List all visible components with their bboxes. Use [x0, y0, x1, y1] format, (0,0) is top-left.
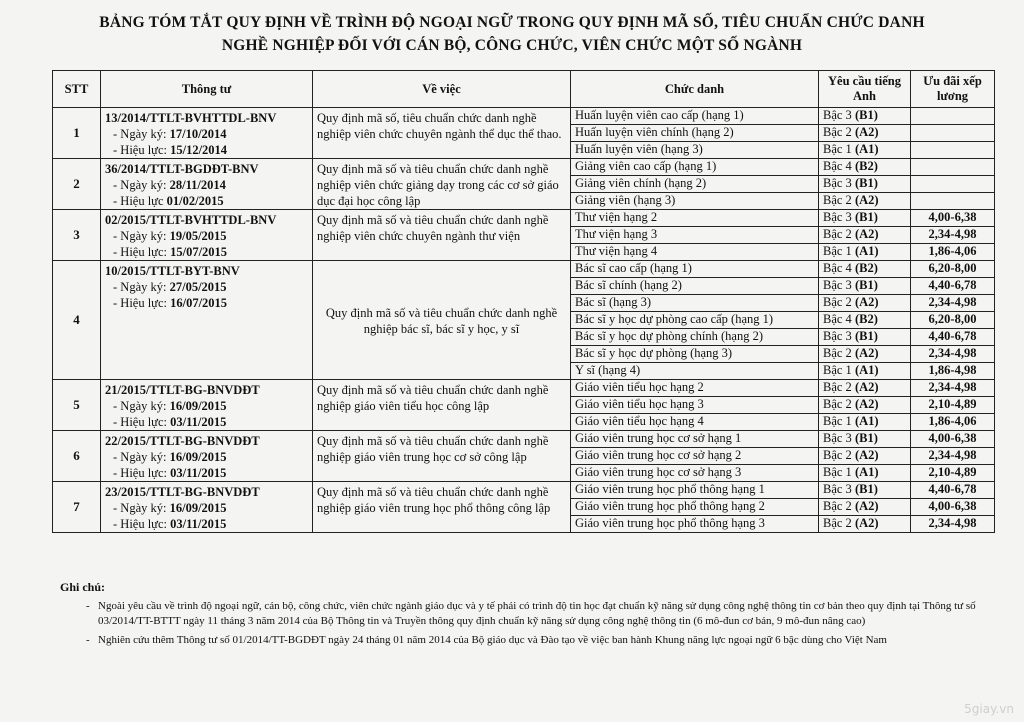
salary-range: 4,40-6,78 — [911, 329, 995, 346]
effective-value: 16/07/2015 — [170, 296, 228, 310]
effective-date — [105, 414, 308, 430]
cefr-level: (B1) — [854, 176, 878, 191]
effective-value: 15/12/2014 — [170, 143, 228, 157]
document-title-line-1: BẢNG TÓM TẮT QUY ĐỊNH VỀ TRÌNH ĐỘ NGOẠI NGỮ TRONG QUY ĐỊNH MÃ SỐ, TIÊU CHUẨN CHỨC DANH — [99, 14, 925, 31]
cefr-level: (B2) — [854, 159, 878, 174]
salary-range: 1,86-4,06 — [911, 414, 995, 431]
circular-cell — [101, 431, 313, 482]
topic-cell: Quy định mã số và tiêu chuẩn chức danh nghề nghiệp viên chức chuyên ngành thư viện — [313, 210, 571, 261]
salary-range — [911, 108, 995, 125]
english-level — [819, 142, 911, 159]
signed-date — [105, 177, 308, 193]
salary-range: 2,10-4,89 — [911, 397, 995, 414]
english-level-label: Bậc 1 — [823, 465, 852, 480]
english-level-label: Bậc 3 — [823, 176, 852, 191]
circular-code: 02/2015/TTLT-BVHTTDL-BNV — [105, 213, 277, 227]
position-title: Giáo viên trung học phổ thông hạng 3 — [571, 516, 819, 533]
signed-label: - Ngày ký: — [113, 229, 167, 243]
salary-range: 4,40-6,78 — [911, 278, 995, 295]
english-level — [819, 499, 911, 516]
position-title: Giáo viên trung học phổ thông hạng 1 — [571, 482, 819, 499]
position-title: Giáo viên tiểu học hạng 4 — [571, 414, 819, 431]
row-number: 2 — [53, 159, 101, 210]
cefr-level: (B1) — [854, 482, 878, 497]
signed-date — [105, 398, 308, 414]
english-level — [819, 108, 911, 125]
note-item: - Nghiên cứu thêm Thông tư số 01/2014/TT-BGDĐT ngày 24 tháng 01 năm 2014 của Bộ giáo dục và Đào tạo về việc ban hành Khung năng lực ngoại ngữ 6 bậc dùng cho Việt Nam — [60, 633, 990, 648]
topic-cell: Quy định mã số, tiêu chuẩn chức danh nghề nghiệp viên chức chuyên ngành thể dục thể thao. — [313, 108, 571, 159]
circular-code: 36/2014/TTLT-BGDĐT-BNV — [105, 162, 259, 176]
signed-value: 16/09/2015 — [169, 501, 227, 515]
signed-label: - Ngày ký: — [113, 450, 167, 464]
cefr-level: (B1) — [854, 278, 878, 293]
english-level — [819, 414, 911, 431]
cefr-level: (A2) — [854, 346, 879, 361]
english-level-label: Bậc 2 — [823, 516, 852, 531]
cefr-level: (A2) — [854, 499, 879, 514]
table-row — [53, 108, 995, 125]
effective-value: 03/11/2015 — [170, 466, 227, 480]
circular-cell — [101, 482, 313, 533]
header-circular: Thông tư — [101, 71, 313, 108]
english-level-label: Bậc 4 — [823, 159, 852, 174]
signed-label: - Ngày ký: — [113, 399, 167, 413]
cefr-level: (B1) — [854, 210, 878, 225]
english-level-label: Bậc 2 — [823, 227, 852, 242]
salary-range: 4,00-6,38 — [911, 431, 995, 448]
table-row — [53, 210, 995, 227]
position-title: Bác sĩ y học dự phòng cao cấp (hạng 1) — [571, 312, 819, 329]
effective-date — [105, 516, 308, 532]
watermark: 5giay.vn — [964, 702, 1014, 716]
document-title-line-2: NGHỀ NGHIỆP ĐỐI VỚI CÁN BỘ, CÔNG CHỨC, VIÊN CHỨC MỘT SỐ NGÀNH — [221, 37, 803, 54]
english-level — [819, 244, 911, 261]
effective-value: 03/11/2015 — [170, 517, 227, 531]
row-number: 3 — [53, 210, 101, 261]
effective-label: - Hiệu lực: — [113, 517, 167, 531]
signed-date — [105, 500, 308, 516]
signed-value: 28/11/2014 — [169, 178, 226, 192]
english-level-label: Bậc 3 — [823, 482, 852, 497]
position-title: Giảng viên chính (hạng 2) — [571, 176, 819, 193]
salary-range: 2,34-4,98 — [911, 227, 995, 244]
position-title: Thư viện hạng 2 — [571, 210, 819, 227]
cefr-level: (A1) — [854, 142, 879, 157]
english-level-label: Bậc 2 — [823, 448, 852, 463]
english-level-label: Bậc 1 — [823, 414, 852, 429]
effective-date — [105, 142, 308, 158]
english-level — [819, 431, 911, 448]
effective-label: - Hiệu lực — [113, 194, 164, 208]
effective-value: 03/11/2015 — [170, 415, 227, 429]
position-title: Giáo viên trung học cơ sở hạng 1 — [571, 431, 819, 448]
english-level-label: Bậc 1 — [823, 142, 852, 157]
english-level-label: Bậc 3 — [823, 108, 852, 123]
row-number: 1 — [53, 108, 101, 159]
circular-code: 10/2015/TTLT-BYT-BNV — [105, 264, 240, 278]
row-number: 6 — [53, 431, 101, 482]
english-level — [819, 397, 911, 414]
english-level — [819, 125, 911, 142]
salary-range: 4,00-6,38 — [911, 210, 995, 227]
topic-cell: Quy định mã số và tiêu chuẩn chức danh nghề nghiệp viên chức giảng dạy trong các cơ sở giáo dục đại học công lập — [313, 159, 571, 210]
signed-value: 19/05/2015 — [169, 229, 227, 243]
position-title: Bác sĩ y học dự phòng (hạng 3) — [571, 346, 819, 363]
english-level — [819, 346, 911, 363]
table-row — [53, 482, 995, 499]
salary-range: 4,00-6,38 — [911, 499, 995, 516]
position-title: Giáo viên trung học phổ thông hạng 2 — [571, 499, 819, 516]
salary-range: 1,86-4,98 — [911, 363, 995, 380]
signed-label: - Ngày ký: — [113, 501, 167, 515]
english-level-label: Bậc 3 — [823, 329, 852, 344]
table-row — [53, 159, 995, 176]
salary-range — [911, 193, 995, 210]
circular-code: 23/2015/TTLT-BG-BNVDĐT — [105, 485, 260, 499]
position-title: Huấn luyện viên cao cấp (hạng 1) — [571, 108, 819, 125]
salary-range — [911, 142, 995, 159]
english-level — [819, 261, 911, 278]
salary-range: 2,34-4,98 — [911, 295, 995, 312]
salary-range — [911, 159, 995, 176]
effective-date — [105, 295, 308, 311]
english-level-label: Bậc 2 — [823, 193, 852, 208]
cefr-level: (A2) — [854, 193, 879, 208]
circular-code: 13/2014/TTLT-BVHTTDL-BNV — [105, 111, 277, 125]
table-body — [53, 108, 995, 533]
header-salary-preference: Ưu đãi xếp lương — [911, 71, 995, 108]
position-title: Giảng viên (hạng 3) — [571, 193, 819, 210]
position-title: Huấn luyện viên chính (hạng 2) — [571, 125, 819, 142]
position-title: Giáo viên tiểu học hạng 2 — [571, 380, 819, 397]
effective-value: 15/07/2015 — [170, 245, 228, 259]
salary-range: 4,40-6,78 — [911, 482, 995, 499]
english-level-label: Bậc 3 — [823, 278, 852, 293]
signed-value: 16/09/2015 — [169, 399, 227, 413]
position-title: Bác sĩ (hạng 3) — [571, 295, 819, 312]
effective-date — [105, 244, 308, 260]
salary-range: 1,86-4,06 — [911, 244, 995, 261]
position-title: Giảng viên cao cấp (hạng 1) — [571, 159, 819, 176]
english-level-label: Bậc 1 — [823, 244, 852, 259]
effective-date — [105, 193, 308, 209]
salary-range — [911, 125, 995, 142]
salary-range: 2,34-4,98 — [911, 346, 995, 363]
position-title: Huấn luyện viên (hạng 3) — [571, 142, 819, 159]
english-level-label: Bậc 4 — [823, 261, 852, 276]
effective-label: - Hiệu lực: — [113, 466, 167, 480]
circular-cell — [101, 210, 313, 261]
cefr-level: (B2) — [854, 312, 878, 327]
topic-cell: Quy định mã số và tiêu chuẩn chức danh nghề nghiệp giáo viên trung học cơ sở công lập — [313, 431, 571, 482]
english-level-label: Bậc 3 — [823, 210, 852, 225]
table-row — [53, 380, 995, 397]
header-english-requirement: Yêu cầu tiếng Anh — [819, 71, 911, 108]
cefr-level: (A2) — [854, 125, 879, 140]
english-level-label: Bậc 2 — [823, 295, 852, 310]
table-row — [53, 431, 995, 448]
notes-heading: Ghi chú: — [60, 580, 106, 594]
cefr-level: (B1) — [854, 329, 878, 344]
position-title: Giáo viên trung học cơ sở hạng 3 — [571, 465, 819, 482]
cefr-level: (A2) — [854, 448, 879, 463]
english-level — [819, 278, 911, 295]
note-item: - Ngoài yêu cầu về trình độ ngoại ngữ, cán bộ, công chức, viên chức ngành giáo dục và y tế phải có trình độ tin học đạt chuẩn kỹ năng sử dụng công nghệ thông tin cơ bản theo quy định tại Thông tư số 03/2014/TT-BTTT ngày 11 tháng 3 năm 2014 của Bộ Thông tin và Truyền thông quy định chuẩn kỹ năng sử dụng công nghệ thông tin (6 mô-đun cơ bản, 9 mô-đun nâng cao) — [60, 599, 990, 629]
effective-label: - Hiệu lực: — [113, 296, 167, 310]
cefr-level: (A1) — [854, 363, 879, 378]
position-title: Y sĩ (hạng 4) — [571, 363, 819, 380]
topic-cell: Quy định mã số và tiêu chuẩn chức danh nghề nghiệp giáo viên trung học phổ thông công lập — [313, 482, 571, 533]
english-level-label: Bậc 2 — [823, 125, 852, 140]
signed-date — [105, 279, 308, 295]
signed-date — [105, 449, 308, 465]
circular-cell — [101, 108, 313, 159]
english-level-label: Bậc 3 — [823, 431, 852, 446]
signed-value: 16/09/2015 — [169, 450, 227, 464]
english-level — [819, 380, 911, 397]
effective-value: 01/02/2015 — [166, 194, 224, 208]
cefr-level: (A2) — [854, 397, 879, 412]
effective-label: - Hiệu lực: — [113, 245, 167, 259]
cefr-level: (A2) — [854, 295, 879, 310]
signed-value: 27/05/2015 — [169, 280, 227, 294]
english-level-label: Bậc 2 — [823, 499, 852, 514]
circular-code: 21/2015/TTLT-BG-BNVDĐT — [105, 383, 260, 397]
table-header-row — [53, 71, 995, 108]
cefr-level: (A1) — [854, 414, 879, 429]
english-level — [819, 295, 911, 312]
position-title: Thư viện hạng 3 — [571, 227, 819, 244]
english-level — [819, 210, 911, 227]
header-stt: STT — [53, 71, 101, 108]
signed-date — [105, 228, 308, 244]
position-title: Thư viện hạng 4 — [571, 244, 819, 261]
english-level-label: Bậc 4 — [823, 312, 852, 327]
cefr-level: (A2) — [854, 516, 879, 531]
effective-date — [105, 465, 308, 481]
english-level — [819, 176, 911, 193]
english-level-label: Bậc 2 — [823, 397, 852, 412]
circular-cell — [101, 380, 313, 431]
header-topic: Về việc — [313, 71, 571, 108]
cefr-level: (A2) — [854, 227, 879, 242]
english-level — [819, 363, 911, 380]
header-position: Chức danh — [571, 71, 819, 108]
english-level-label: Bậc 2 — [823, 380, 852, 395]
english-level — [819, 482, 911, 499]
topic-cell: Quy định mã số và tiêu chuẩn chức danh nghề nghiệp bác sĩ, bác sĩ y học, y sĩ — [313, 261, 571, 380]
salary-range: 2,34-4,98 — [911, 516, 995, 533]
cefr-level: (B1) — [854, 431, 878, 446]
salary-range: 6,20-8,00 — [911, 261, 995, 278]
cefr-level: (B1) — [854, 108, 878, 123]
salary-range: 6,20-8,00 — [911, 312, 995, 329]
salary-range: 2,34-4,98 — [911, 380, 995, 397]
position-title: Bác sĩ cao cấp (hạng 1) — [571, 261, 819, 278]
english-level — [819, 448, 911, 465]
circular-code: 22/2015/TTLT-BG-BNVDĐT — [105, 434, 260, 448]
cefr-level: (A1) — [854, 244, 879, 259]
english-level — [819, 227, 911, 244]
position-title: Giáo viên tiểu học hạng 3 — [571, 397, 819, 414]
signed-value: 17/10/2014 — [169, 127, 227, 141]
circular-cell — [101, 261, 313, 380]
row-number: 4 — [53, 261, 101, 380]
signed-label: - Ngày ký: — [113, 127, 167, 141]
signed-date — [105, 126, 308, 142]
cefr-level: (A1) — [854, 465, 879, 480]
english-level — [819, 329, 911, 346]
row-number: 7 — [53, 482, 101, 533]
effective-label: - Hiệu lực: — [113, 143, 167, 157]
table-row — [53, 261, 995, 278]
circular-cell — [101, 159, 313, 210]
english-level — [819, 312, 911, 329]
signed-label: - Ngày ký: — [113, 280, 167, 294]
regulation-table — [52, 70, 995, 533]
salary-range — [911, 176, 995, 193]
cefr-level: (B2) — [854, 261, 878, 276]
english-level — [819, 193, 911, 210]
row-number: 5 — [53, 380, 101, 431]
english-level — [819, 516, 911, 533]
notes-section — [60, 580, 990, 648]
position-title: Giáo viên trung học cơ sở hạng 2 — [571, 448, 819, 465]
english-level-label: Bậc 1 — [823, 363, 852, 378]
english-level — [819, 159, 911, 176]
position-title: Bác sĩ chính (hạng 2) — [571, 278, 819, 295]
signed-label: - Ngày ký: — [113, 178, 167, 192]
english-level — [819, 465, 911, 482]
salary-range: 2,34-4,98 — [911, 448, 995, 465]
english-level-label: Bậc 2 — [823, 346, 852, 361]
salary-range: 2,10-4,89 — [911, 465, 995, 482]
cefr-level: (A2) — [854, 380, 879, 395]
effective-label: - Hiệu lực: — [113, 415, 167, 429]
position-title: Bác sĩ y học dự phòng chính (hạng 2) — [571, 329, 819, 346]
topic-cell: Quy định mã số và tiêu chuẩn chức danh nghề nghiệp giáo viên tiểu học công lập — [313, 380, 571, 431]
